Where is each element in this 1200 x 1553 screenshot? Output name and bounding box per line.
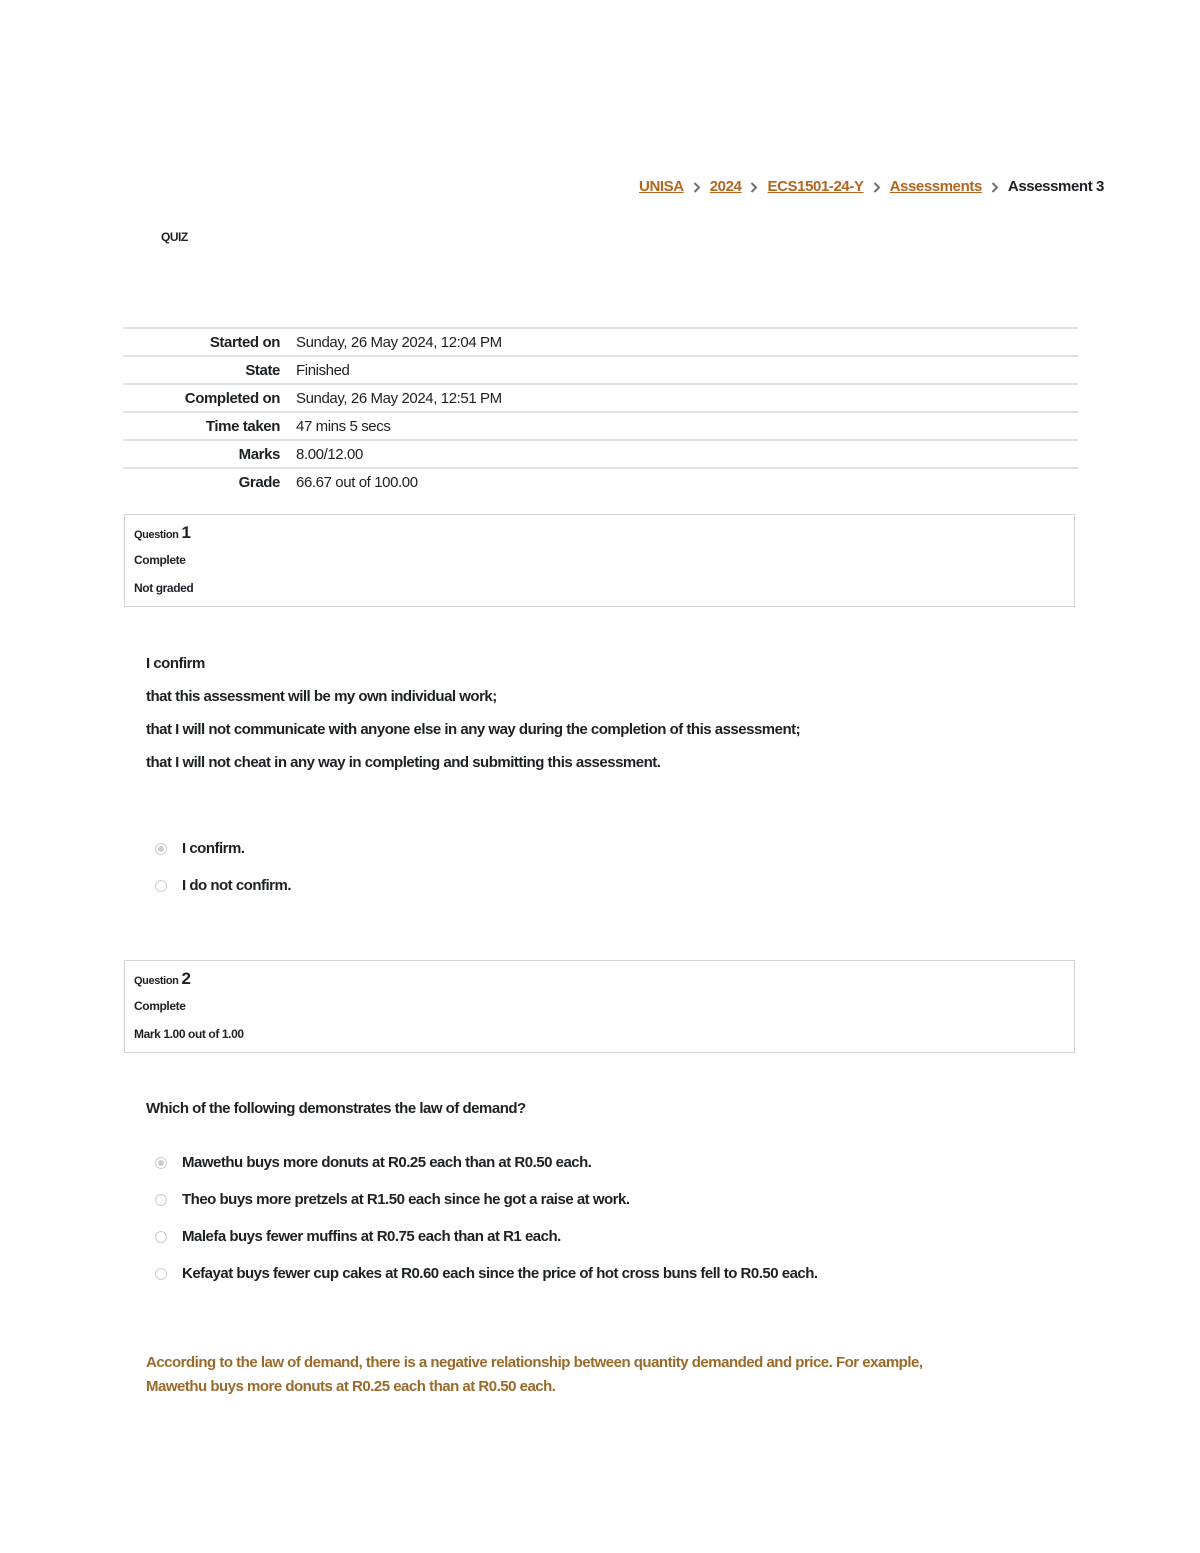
summary-label: Completed on bbox=[184, 389, 280, 407]
question-1-info bbox=[124, 514, 1075, 607]
summary-row-completed bbox=[123, 384, 1078, 412]
radio-icon[interactable] bbox=[155, 1194, 167, 1206]
summary-row-marks bbox=[123, 440, 1078, 468]
summary-label: Grade bbox=[238, 473, 280, 491]
radio-selected-icon[interactable] bbox=[155, 1157, 167, 1169]
radio-icon[interactable] bbox=[155, 880, 167, 892]
summary-row-grade bbox=[123, 468, 1078, 495]
question-number-value: 1 bbox=[181, 523, 191, 542]
question-1-text-line: that this assessment will be my own individual work; bbox=[146, 688, 497, 705]
chevron-right-icon bbox=[684, 180, 710, 194]
question-1-text-line: that I will not cheat in any way in completing and submitting this assessment. bbox=[146, 754, 661, 771]
breadcrumb-current: Assessment 3 bbox=[1007, 178, 1104, 195]
option-label: Mawethu buys more donuts at R0.25 each than at R0.50 each. bbox=[182, 1154, 592, 1171]
question-1-text-line: that I will not communicate with anyone else in any way during the completion of this assessment; bbox=[146, 721, 801, 738]
question-2-info bbox=[124, 960, 1075, 1053]
summary-row-state bbox=[123, 356, 1078, 384]
question-number bbox=[134, 969, 191, 989]
question-2-option-c[interactable] bbox=[155, 1228, 561, 1245]
summary-label: Marks bbox=[238, 445, 280, 463]
question-number-value: 2 bbox=[181, 969, 191, 988]
summary-value: 66.67 out of 100.00 bbox=[296, 473, 418, 491]
breadcrumb-link-unisa[interactable]: UNISA bbox=[639, 178, 684, 195]
summary-value: 8.00/12.00 bbox=[296, 445, 363, 463]
summary-value: 47 mins 5 secs bbox=[296, 417, 391, 435]
chevron-right-icon bbox=[741, 180, 767, 194]
question-2-feedback: According to the law of demand, there is a negative relationship between quantity demanded and price. For example, Mawethu buys more donuts at R0.25 each than at R0.50 each. bbox=[146, 1354, 923, 1395]
summary-value: Sunday, 26 May 2024, 12:04 PM bbox=[296, 333, 502, 351]
radio-selected-icon[interactable] bbox=[155, 843, 167, 855]
option-label: I confirm. bbox=[182, 840, 245, 857]
summary-value: Finished bbox=[296, 361, 350, 379]
question-1-text-line: I confirm bbox=[146, 655, 205, 672]
radio-icon[interactable] bbox=[155, 1268, 167, 1280]
question-grade: Mark 1.00 out of 1.00 bbox=[134, 1027, 244, 1041]
question-label: Question bbox=[134, 975, 179, 987]
chevron-right-icon bbox=[864, 180, 890, 194]
summary-value: Sunday, 26 May 2024, 12:51 PM bbox=[296, 389, 502, 407]
question-2-option-d[interactable] bbox=[155, 1265, 818, 1282]
page-type-label: QUIZ bbox=[161, 230, 188, 244]
summary-row-time-taken bbox=[123, 412, 1078, 440]
question-1-option-not-confirm[interactable] bbox=[155, 877, 291, 894]
question-2-option-a[interactable] bbox=[155, 1154, 591, 1171]
question-2-text: Which of the following demonstrates the law of demand? bbox=[146, 1100, 526, 1117]
question-2-option-b[interactable] bbox=[155, 1191, 630, 1208]
summary-label: Started on bbox=[209, 333, 280, 351]
question-1-option-confirm[interactable] bbox=[155, 840, 245, 857]
breadcrumb-link-assessments[interactable]: Assessments bbox=[889, 178, 982, 195]
chevron-right-icon bbox=[982, 180, 1008, 194]
question-state: Complete bbox=[134, 999, 186, 1013]
option-label: I do not confirm. bbox=[182, 877, 291, 894]
question-grade: Not graded bbox=[134, 581, 194, 595]
breadcrumb-link-year[interactable]: 2024 bbox=[709, 178, 742, 195]
option-label: Theo buys more pretzels at R1.50 each since he got a raise at work. bbox=[182, 1191, 630, 1208]
summary-row-started bbox=[123, 328, 1078, 356]
breadcrumb-link-course[interactable]: ECS1501-24-Y bbox=[767, 178, 864, 195]
question-label: Question bbox=[134, 529, 179, 541]
option-label: Malefa buys fewer muffins at R0.75 each than at R1 each. bbox=[182, 1228, 561, 1245]
radio-icon[interactable] bbox=[155, 1231, 167, 1243]
option-label: Kefayat buys fewer cup cakes at R0.60 each since the price of hot cross buns fell to R0.50 each. bbox=[182, 1265, 818, 1282]
summary-label: Time taken bbox=[205, 417, 280, 435]
attempt-summary-table bbox=[123, 327, 1078, 495]
summary-label: State bbox=[245, 361, 280, 379]
breadcrumb bbox=[639, 178, 1104, 195]
question-number bbox=[134, 523, 191, 543]
question-state: Complete bbox=[134, 553, 186, 567]
